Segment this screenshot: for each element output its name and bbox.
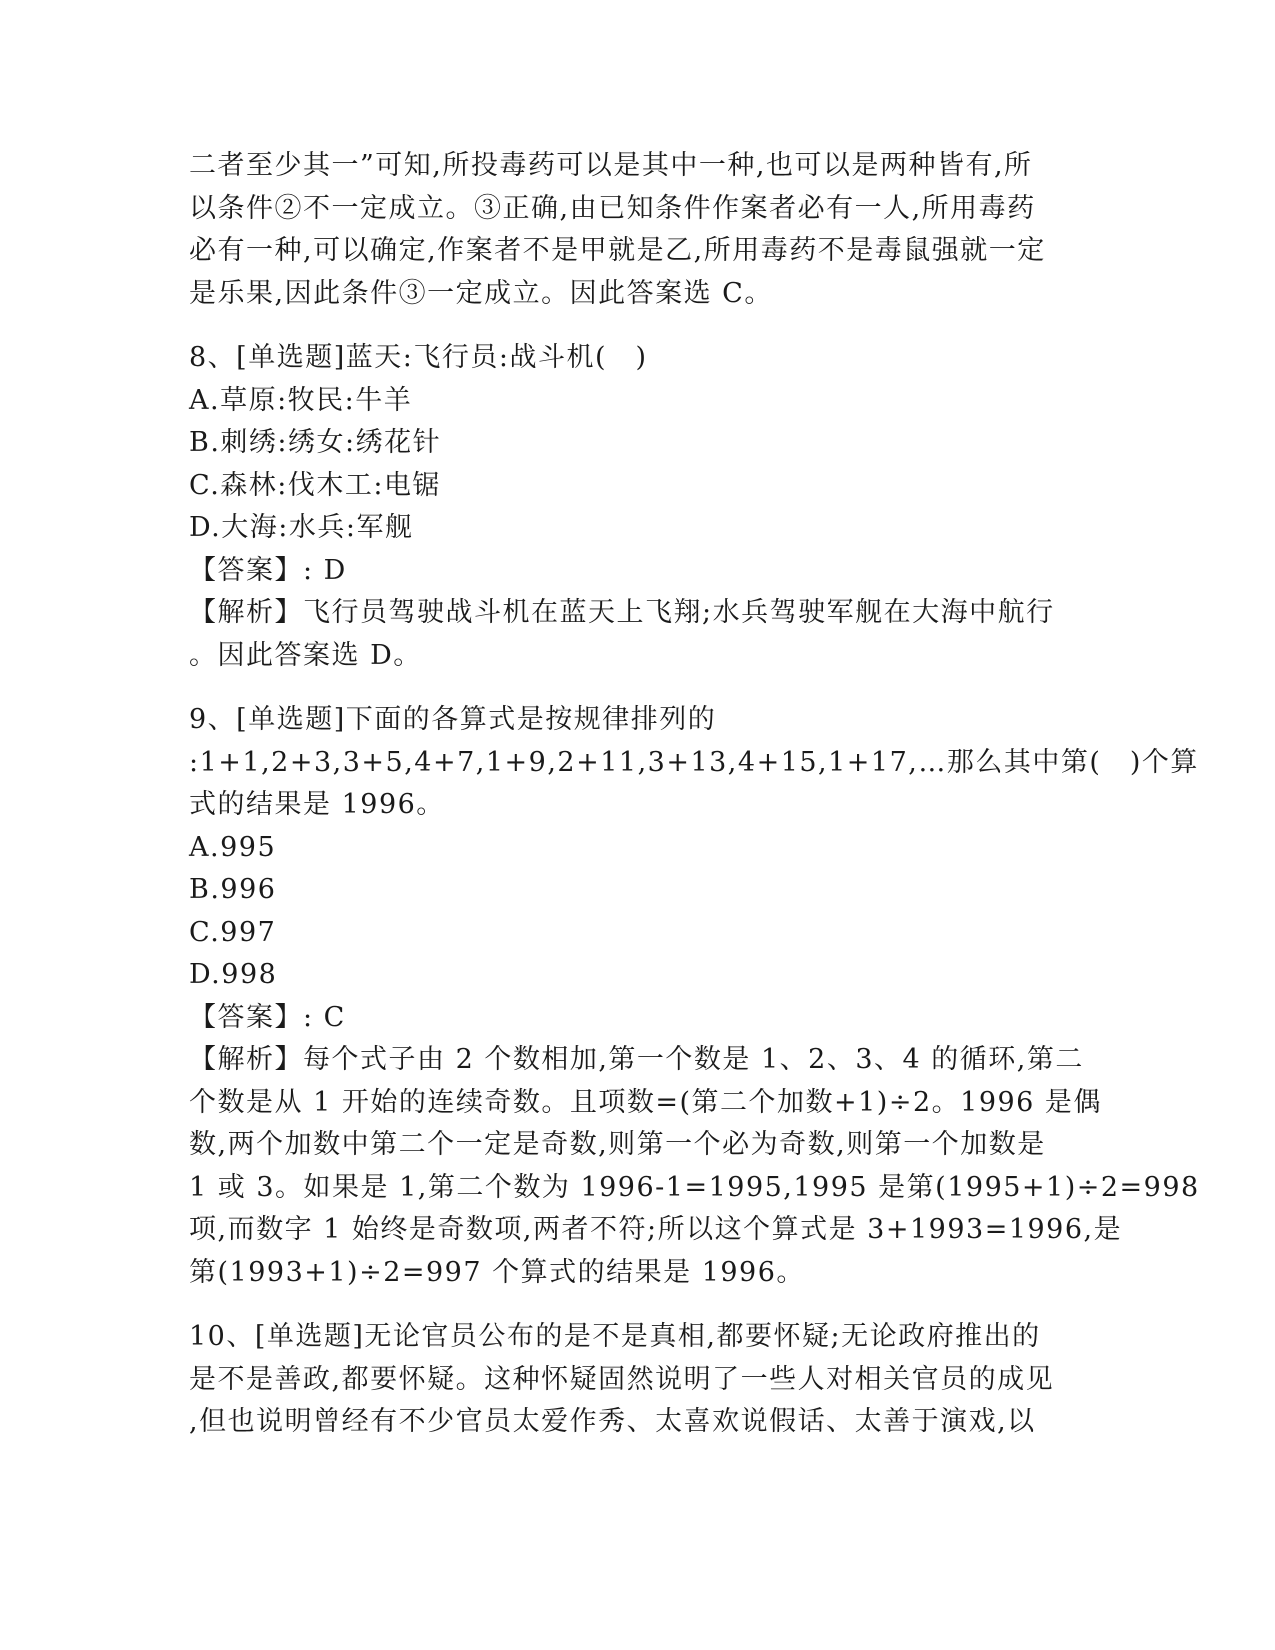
question-stem: 是不是善政,都要怀疑。这种怀疑固然说明了一些人对相关官员的成见 xyxy=(189,1363,1055,1395)
option-b: B.996 xyxy=(189,874,277,905)
question-stem: :1+1,2+3,3+5,4+7,1+9,2+11,3+13,4+15,1+17,…那么其中第( )个算 xyxy=(189,746,1199,778)
question-stem: 式的结果是 1996。 xyxy=(189,789,445,820)
text-line: 以条件②不一定成立。③正确,由已知条件作案者必有一人,所用毒药 xyxy=(189,192,1036,224)
analysis-line: 1 或 3。如果是 1,第二个数为 1996-1=1995,1995 是第(1995+1)÷2=998 xyxy=(189,1171,1200,1203)
option-c: C.997 xyxy=(189,916,277,948)
question-stem: 10、[单选题]无论官员公布的是不是真相,都要怀疑;无论政府推出的 xyxy=(189,1321,1041,1352)
question-10 xyxy=(189,1316,1089,1444)
question-stem: ,但也说明曾经有不少官员太爱作秀、太喜欢说假话、太善于演戏,以 xyxy=(189,1406,1036,1437)
answer-line: 【答案】: D xyxy=(189,554,347,586)
document-page xyxy=(189,145,1200,1444)
analysis-line: 。因此答案选 D。 xyxy=(189,639,422,671)
analysis-line: 项,而数字 1 始终是奇数项,两者不符;所以这个算式是 3+1993=1996,是 xyxy=(189,1214,1123,1245)
option-b: B.刺绣:绣女:绣花针 xyxy=(189,427,442,458)
answer-line: 【答案】: C xyxy=(189,1001,346,1033)
text-line: 是乐果,因此条件③一定成立。因此答案选 C。 xyxy=(189,277,773,309)
analysis-line: 个数是从 1 开始的连续奇数。且项数=(第二个加数+1)÷2。1996 是偶 xyxy=(189,1086,1102,1118)
option-d: D.大海:水兵:军舰 xyxy=(189,512,414,543)
option-c: C.森林:伐木工:电锯 xyxy=(189,469,441,501)
option-a: A.草原:牧民:牛羊 xyxy=(189,384,413,416)
paragraph-gap xyxy=(189,315,1089,337)
text-line: 二者至少其一”可知,所投毒药可以是其中一种,也可以是两种皆有,所 xyxy=(189,150,1033,181)
question-9 xyxy=(189,699,1200,1294)
continuation-analysis xyxy=(189,145,1089,315)
text-line: 必有一种,可以确定,作案者不是甲就是乙,所用毒药不是毒鼠强就一定 xyxy=(189,235,1046,266)
option-d: D.998 xyxy=(189,959,278,990)
analysis-line: 数,两个加数中第二个一定是奇数,则第一个必为奇数,则第一个加数是 xyxy=(189,1129,1046,1160)
paragraph-gap xyxy=(189,677,1089,699)
option-a: A.995 xyxy=(189,831,277,863)
question-stem: 8、[单选题]蓝天:飞行员:战斗机( ) xyxy=(189,342,648,373)
analysis-line: 第(1993+1)÷2=997 个算式的结果是 1996。 xyxy=(189,1256,805,1288)
analysis-line: 【解析】飞行员驾驶战斗机在蓝天上飞翔;水兵驾驶军舰在大海中航行 xyxy=(189,597,1055,628)
analysis-line: 【解析】每个式子由 2 个数相加,第一个数是 1、2、3、4 的循环,第二 xyxy=(189,1044,1084,1075)
question-stem: 9、[单选题]下面的各算式是按规律排列的 xyxy=(189,704,717,735)
paragraph-gap xyxy=(189,1294,1089,1316)
question-8 xyxy=(189,337,1089,677)
